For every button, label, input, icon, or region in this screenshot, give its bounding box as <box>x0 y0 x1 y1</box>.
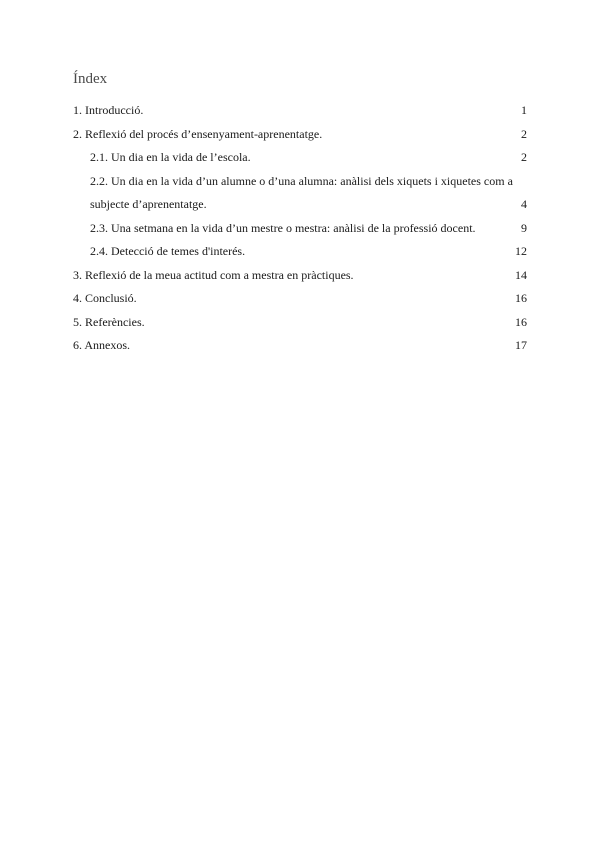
toc-entry-page: 17 <box>515 338 527 352</box>
toc-entry-label-line-1: 2.2. Un dia en la vida d’un alumne o d’una alumna: anàlisi dels xiquets i xiquetes com a <box>90 173 513 188</box>
toc-entry-referencies[interactable] <box>73 311 527 335</box>
toc-entry-page: 4 <box>521 197 527 211</box>
toc-entry-setmana-mestre[interactable] <box>73 217 527 241</box>
toc-entry-label: 3. Reflexió de la meua actitud com a mestra en pràctiques. <box>73 267 354 282</box>
toc-entry-label: 2.3. Una setmana en la vida d’un mestre o mestra: anàlisi de la professió docent. <box>90 220 476 235</box>
toc-entry-label: 2.1. Un dia en la vida de l’escola. <box>90 150 251 164</box>
toc-entry-dia-alumne[interactable] <box>73 170 527 217</box>
toc-entry-deteccio-temes[interactable] <box>73 240 527 264</box>
toc-entry-label: 4. Conclusió. <box>73 291 137 305</box>
toc-entry-label-line-2: subjecte d’aprenentatge. <box>90 197 207 211</box>
toc-entry-introduccio[interactable] <box>73 99 527 123</box>
toc-entry-page: 9 <box>521 220 527 235</box>
toc-entry-label: 6. Annexos. <box>73 338 130 352</box>
toc-entry-reflexio-proces[interactable] <box>73 123 527 147</box>
toc-entry-label: 1. Introducció. <box>73 103 144 117</box>
table-of-contents <box>73 99 527 358</box>
toc-entry-dia-escola[interactable] <box>73 146 527 170</box>
toc-entry-conclusio[interactable] <box>73 287 527 311</box>
toc-entry-page: 2 <box>521 126 527 141</box>
toc-title: Índex <box>73 71 108 87</box>
toc-entry-page: 16 <box>515 314 527 329</box>
toc-entry-label: 2.4. Detecció de temes d'interés. <box>90 244 246 258</box>
toc-entry-reflexio-actitud[interactable] <box>73 264 527 288</box>
toc-entry-page: 1 <box>521 103 527 117</box>
toc-entry-page: 2 <box>521 150 527 164</box>
toc-entry-label: 2. Reflexió del procés d’ensenyament-aprenentatge. <box>73 126 323 141</box>
toc-entry-page: 16 <box>515 291 527 305</box>
toc-entry-page: 12 <box>515 244 527 258</box>
toc-entry-annexos[interactable] <box>73 334 527 358</box>
toc-entry-label: 5. Referències. <box>73 314 145 329</box>
toc-entry-page: 14 <box>515 267 527 282</box>
